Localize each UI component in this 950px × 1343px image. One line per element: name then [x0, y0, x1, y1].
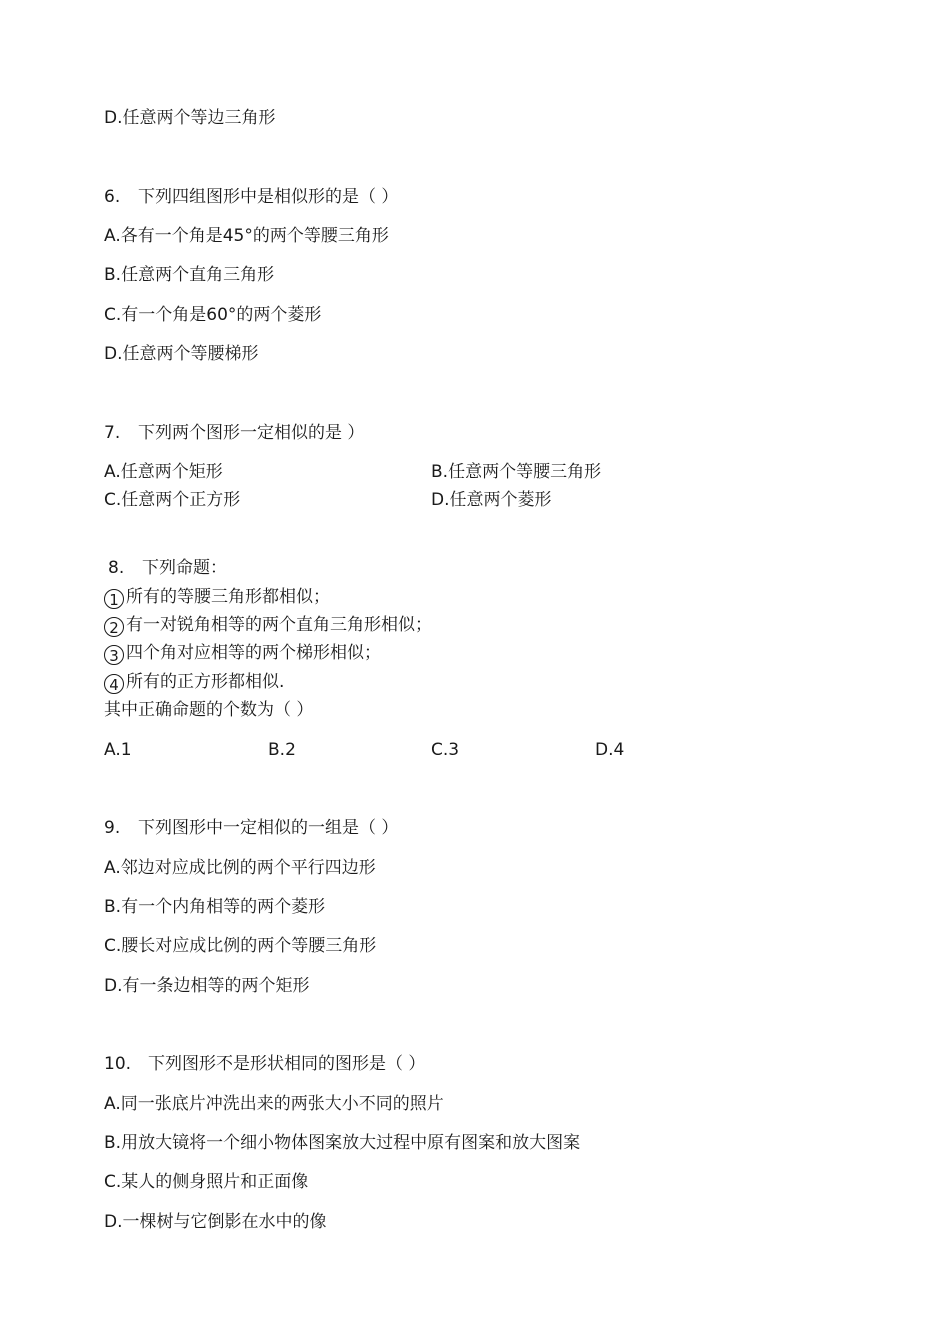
q8-option-a: A.1 — [104, 740, 132, 760]
q10-number: 10. — [104, 1054, 132, 1074]
q6-option-b: B.任意两个直角三角形 — [104, 265, 275, 285]
q7-option-b: B.任意两个等腰三角形 — [431, 462, 602, 482]
q8-statement-1 — [104, 586, 330, 609]
circled-number-1: 1 — [104, 589, 124, 609]
q7-option-d: D.任意两个菱形 — [431, 490, 552, 510]
q6-option-a: A.各有一个角是45°的两个等腰三角形 — [104, 226, 389, 246]
q8-statement-2 — [104, 614, 432, 637]
q7-stem — [104, 422, 364, 444]
q9-option-c: C.腰长对应成比例的两个等腰三角形 — [104, 936, 377, 956]
q8-statement-3 — [104, 642, 381, 665]
q9-stem — [104, 817, 398, 839]
q9-number: 9. — [104, 818, 121, 838]
q5-option-d: D.任意两个等边三角形 — [104, 108, 276, 128]
circled-number-2: 2 — [104, 617, 124, 637]
q10-option-a: A.同一张底片冲洗出来的两张大小不同的照片 — [104, 1094, 444, 1114]
circled-number-4: 4 — [104, 674, 124, 694]
q6-option-d: D.任意两个等腰梯形 — [104, 344, 259, 364]
q6-stem-text: 下列四组图形中是相似形的是（ ） — [138, 187, 399, 207]
q10-stem — [104, 1053, 425, 1075]
q8-statement-4 — [104, 671, 284, 694]
q9-option-a: A.邻边对应成比例的两个平行四边形 — [104, 858, 376, 878]
circled-number-3: 3 — [104, 645, 124, 665]
q9-stem-text: 下列图形中一定相似的一组是（ ） — [138, 818, 399, 838]
q8-question: 其中正确命题的个数为（ ） — [104, 700, 314, 720]
q6-number: 6. — [104, 187, 121, 207]
q7-stem-text: 下列两个图形一定相似的是 ） — [138, 423, 365, 443]
q8-stem — [108, 557, 227, 579]
q8-option-c: C.3 — [431, 740, 460, 760]
q8-statement-4-text: 所有的正方形都相似. — [126, 672, 285, 692]
q6-stem — [104, 186, 398, 208]
q10-stem-text: 下列图形不是形状相同的图形是（ ） — [148, 1054, 426, 1074]
q10-option-b: B.用放大镜将一个细小物体图案放大过程中原有图案和放大图案 — [104, 1133, 581, 1153]
q8-number: 8. — [108, 558, 125, 578]
q9-option-b: B.有一个内角相等的两个菱形 — [104, 897, 326, 917]
q8-statement-2-text: 有一对锐角相等的两个直角三角形相似； — [126, 615, 432, 635]
q8-option-d: D.4 — [595, 740, 625, 760]
q8-stem-text: 下列命题： — [142, 558, 227, 578]
q7-number: 7. — [104, 423, 121, 443]
q6-option-c: C.有一个角是60°的两个菱形 — [104, 305, 322, 325]
q10-option-c: C.某人的侧身照片和正面像 — [104, 1172, 309, 1192]
q7-option-a: A.任意两个矩形 — [104, 462, 223, 482]
q8-statement-3-text: 四个角对应相等的两个梯形相似； — [126, 643, 381, 663]
q7-option-c: C.任意两个正方形 — [104, 490, 241, 510]
q8-statement-1-text: 所有的等腰三角形都相似； — [126, 587, 330, 607]
q9-option-d: D.有一条边相等的两个矩形 — [104, 976, 310, 996]
q10-option-d: D.一棵树与它倒影在水中的像 — [104, 1212, 327, 1232]
q8-option-b: B.2 — [268, 740, 296, 760]
